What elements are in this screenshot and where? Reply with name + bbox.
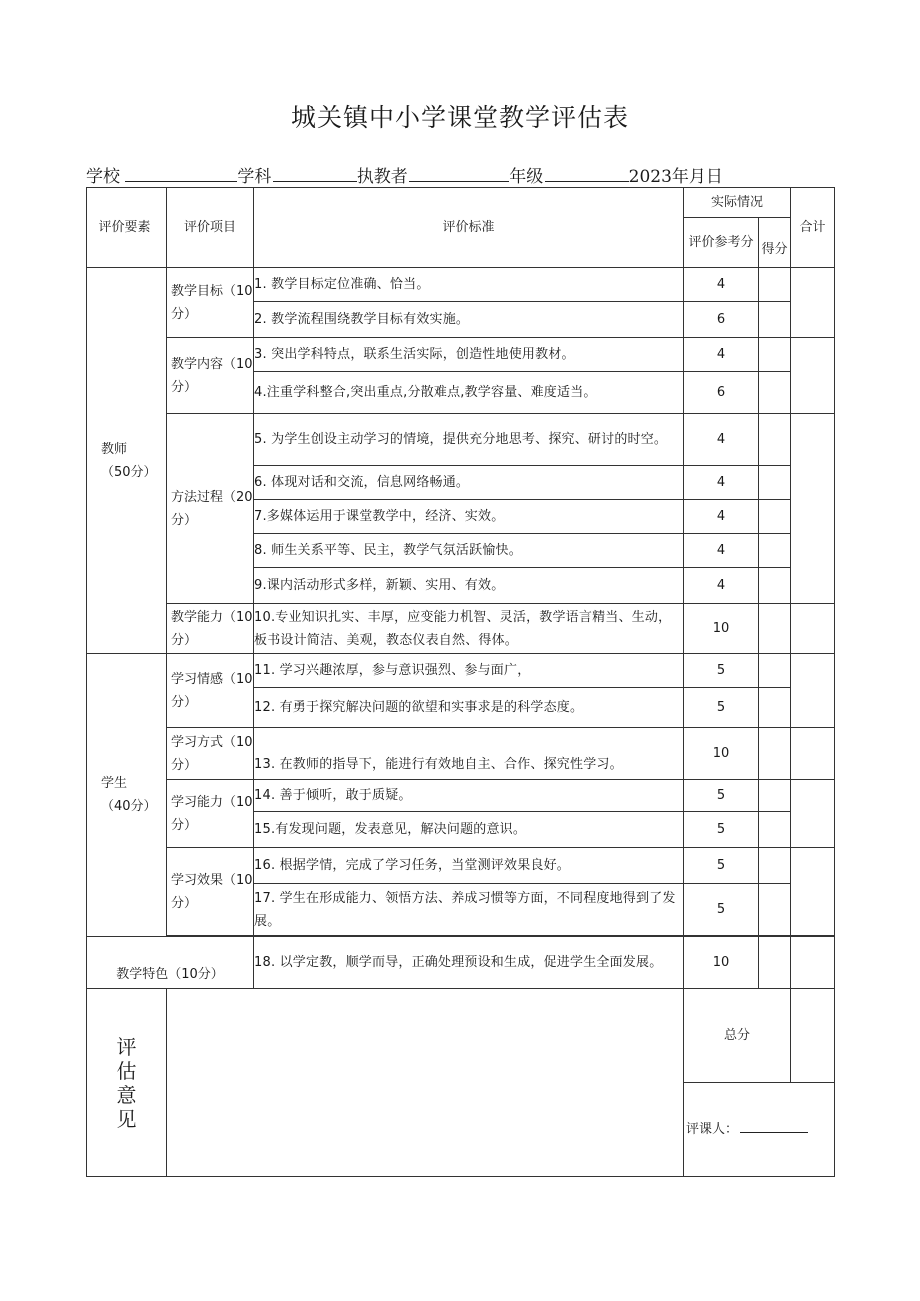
subtotal-8[interactable] xyxy=(791,848,835,936)
subtotal-2[interactable] xyxy=(791,338,835,414)
criterion-16: 16. 根据学情，完成了学习任务，当堂测评效果良好。 xyxy=(254,848,684,884)
reviewer-cell xyxy=(684,1083,835,1177)
ref-16: 5 xyxy=(684,848,759,884)
ref-4: 6 xyxy=(684,372,759,414)
total-score-label: 总分 xyxy=(684,989,791,1083)
header-standard: 评价标准 xyxy=(254,188,684,268)
header-ref-score: 评价参考分 xyxy=(684,218,759,268)
header-score: 得分 xyxy=(759,218,791,268)
subtotal-5[interactable] xyxy=(791,654,835,728)
score-2[interactable] xyxy=(759,302,791,338)
ref-7: 4 xyxy=(684,500,759,534)
score-11[interactable] xyxy=(759,654,791,688)
teacher-blank[interactable] xyxy=(409,167,509,182)
subtotal-6[interactable] xyxy=(791,728,835,780)
ref-3: 4 xyxy=(684,338,759,372)
header-actual: 实际情况 xyxy=(684,188,791,218)
criterion-17: 17. 学生在形成能力、领悟方法、养成习惯等方面，不同程度地得到了发展。 xyxy=(254,884,684,936)
subtotal-4[interactable] xyxy=(791,604,835,654)
ref-8: 4 xyxy=(684,534,759,568)
teacher-label: 执教者 xyxy=(356,167,408,187)
page-title: 城关镇中小学课堂教学评估表 xyxy=(290,103,629,132)
school-label: 学校 xyxy=(86,167,120,187)
ref-1: 4 xyxy=(684,268,759,302)
group-2: 教学内容（10分） xyxy=(167,338,254,414)
criterion-14: 14. 善于倾听，敢于质疑。 xyxy=(254,780,684,812)
score-15[interactable] xyxy=(759,812,791,848)
score-1[interactable] xyxy=(759,268,791,302)
score-7[interactable] xyxy=(759,500,791,534)
criterion-11: 11. 学习兴趣浓厚，参与意识强烈、参与面广， xyxy=(254,654,684,688)
criterion-3: 3. 突出学科特点，联系生活实际，创造性地使用教材。 xyxy=(254,338,684,372)
score-16[interactable] xyxy=(759,848,791,884)
info-line xyxy=(86,162,846,187)
grade-label: 年级 xyxy=(509,167,544,187)
header-item: 评价项目 xyxy=(167,188,254,268)
score-18[interactable] xyxy=(759,937,791,989)
ref-5: 4 xyxy=(684,414,759,466)
opinion-label-cell: 评估意见 xyxy=(87,989,167,1177)
subject-label: 学科 xyxy=(237,167,272,187)
group-5: 学习情感（10分） xyxy=(167,654,254,728)
score-3[interactable] xyxy=(759,338,791,372)
group-7: 学习能力（10分） xyxy=(167,780,254,848)
criterion-4: 4.注重学科整合,突出重点,分散难点,教学容量、难度适当。 xyxy=(254,372,684,414)
criterion-2: 2. 教学流程围绕教学目标有效实施。 xyxy=(254,302,684,338)
group-4: 教学能力（10分） xyxy=(167,604,254,654)
ref-14: 5 xyxy=(684,780,759,812)
score-6[interactable] xyxy=(759,466,791,500)
ref-6: 4 xyxy=(684,466,759,500)
group-1: 教学目标（10分） xyxy=(167,268,254,338)
criterion-7: 7.多媒体运用于课堂教学中，经济、实效。 xyxy=(254,500,684,534)
criterion-10: 10.专业知识扎实、丰厚，应变能力机智、灵活，教学语言精当、生动，板书设计简洁、美观，教态仪表自然、得体。 xyxy=(254,604,684,654)
criterion-5: 5. 为学生创设主动学习的情境，提供充分地思考、探究、研讨的时空。 xyxy=(254,414,684,466)
score-8[interactable] xyxy=(759,534,791,568)
criterion-15: 15.有发现问题，发表意见，解决问题的意识。 xyxy=(254,812,684,848)
ref-17: 5 xyxy=(684,884,759,936)
ref-2: 6 xyxy=(684,302,759,338)
score-17[interactable] xyxy=(759,884,791,936)
opinion-area[interactable] xyxy=(167,989,684,1177)
section-teacher: 教师（50分） xyxy=(87,268,167,654)
grade-blank[interactable] xyxy=(545,167,629,182)
subtotal-1[interactable] xyxy=(791,268,835,338)
subtotal-9[interactable] xyxy=(791,937,835,989)
reviewer-blank[interactable] xyxy=(740,1120,808,1133)
ref-11: 5 xyxy=(684,654,759,688)
ref-15: 5 xyxy=(684,812,759,848)
criterion-13: 13. 在教师的指导下，能进行有效地自主、合作、探究性学习。 xyxy=(254,728,684,780)
school-blank[interactable] xyxy=(125,167,237,182)
header-total: 合计 xyxy=(791,188,835,268)
subject-blank[interactable] xyxy=(273,167,357,182)
criterion-9: 9.课内活动形式多样，新颖、实用、有效。 xyxy=(254,568,684,604)
group-6: 学习方式（10分） xyxy=(167,728,254,780)
total-score-value[interactable] xyxy=(791,989,835,1083)
section-student: 学生（40分） xyxy=(87,654,167,937)
score-10[interactable] xyxy=(759,604,791,654)
criterion-18: 18. 以学定教，顺学而导，正确处理预设和生成，促进学生全面发展。 xyxy=(254,937,684,989)
date-label: 2023年月日 xyxy=(628,167,723,187)
score-14[interactable] xyxy=(759,780,791,812)
ref-18: 10 xyxy=(684,937,759,989)
subtotal-3[interactable] xyxy=(791,414,835,604)
ref-12: 5 xyxy=(684,688,759,728)
criterion-8: 8. 师生关系平等、民主，教学气氛活跃愉快。 xyxy=(254,534,684,568)
score-9[interactable] xyxy=(759,568,791,604)
reviewer-label: 评课人： xyxy=(686,1122,739,1137)
section-feature: 教学特色（10分） xyxy=(87,937,254,989)
group-3: 方法过程（20分） xyxy=(167,414,254,604)
header-element: 评价要素 xyxy=(87,188,167,268)
score-13[interactable] xyxy=(759,728,791,780)
criterion-1: 1. 教学目标定位准确、恰当。 xyxy=(254,268,684,302)
ref-9: 4 xyxy=(684,568,759,604)
score-12[interactable] xyxy=(759,688,791,728)
subtotal-7[interactable] xyxy=(791,780,835,848)
group-8: 学习效果（10分） xyxy=(167,848,254,936)
score-5[interactable] xyxy=(759,414,791,466)
ref-10: 10 xyxy=(684,604,759,654)
criterion-6: 6. 体现对话和交流，信息网络畅通。 xyxy=(254,466,684,500)
ref-13: 10 xyxy=(684,728,759,780)
criterion-12: 12. 有勇于探究解决问题的欲望和实事求是的科学态度。 xyxy=(254,688,684,728)
score-4[interactable] xyxy=(759,372,791,414)
evaluation-table xyxy=(86,187,835,1177)
